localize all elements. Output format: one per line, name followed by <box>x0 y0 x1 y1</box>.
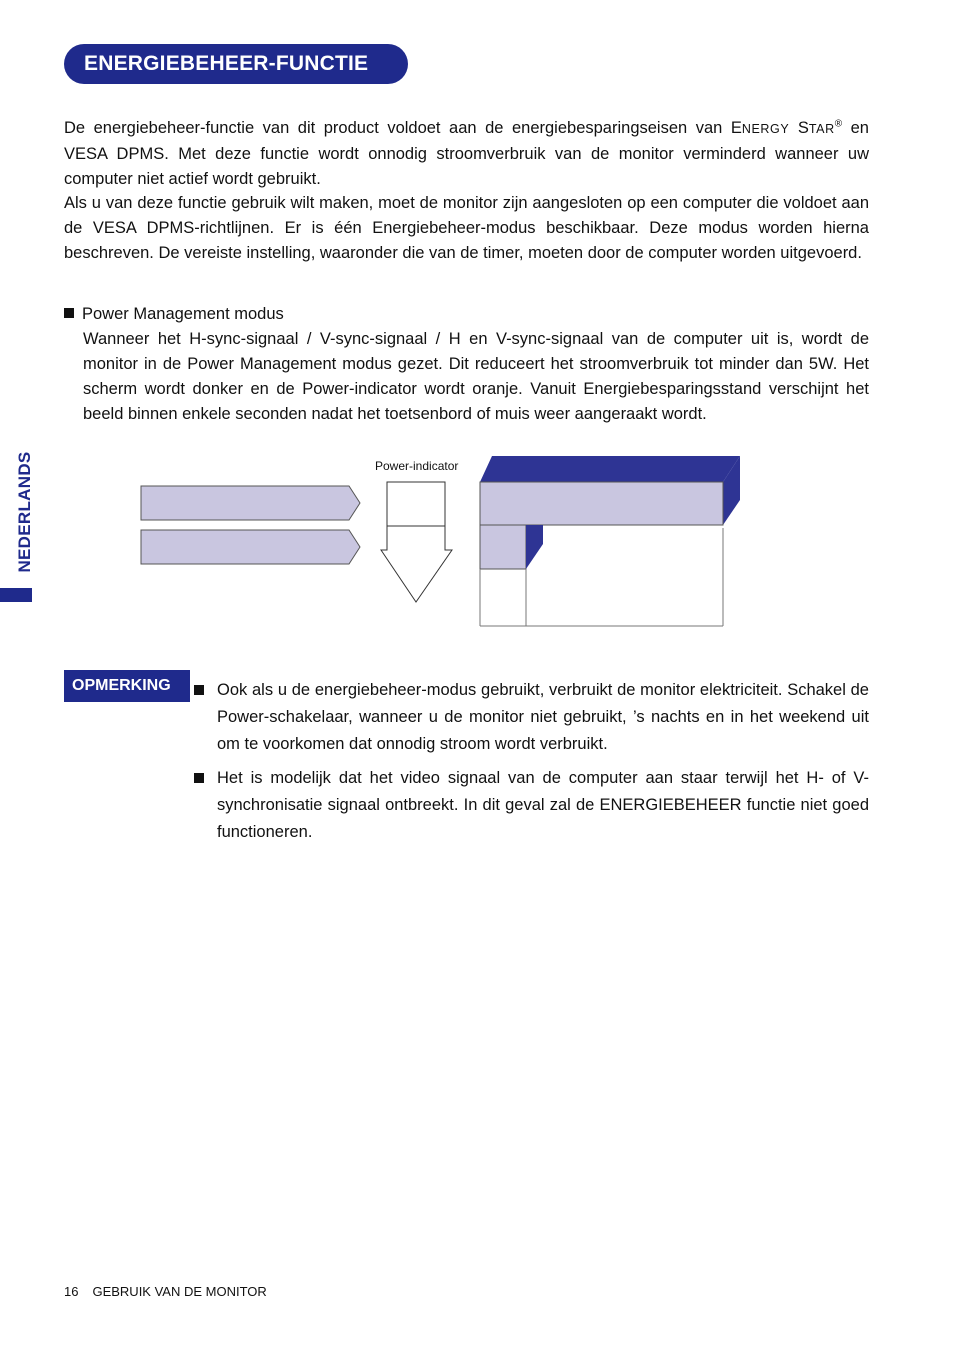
note-item-1-wrap <box>194 677 869 758</box>
bullet-square-icon <box>194 685 204 695</box>
power-management-heading: Power Management modus <box>64 302 284 327</box>
signal-arrow-1 <box>141 486 360 520</box>
column-front-face <box>480 525 526 569</box>
power-management-body: Wanneer het H-sync-signaal / V-sync-signaal / H en V-sync-signaal van de computer uit is, wordt de monitor in de Power Management modus gezet. Dit reduceert het stroomverbruik tot minder dan 5W. Het scherm wordt donker en de Power-indicator wordt oranje. Vanuit Energiebesparingsstand verschijnt het beeld binnen enkele seconden nadat het toetsenbord of muis weer aangeraakt wordt. <box>83 330 869 423</box>
signal-arrow-2 <box>141 530 360 564</box>
intro-paragraph-2: Als u van deze functie gebruik wilt maken, moet de monitor zijn aangesloten op een computer die voldoet aan de VESA DPMS-richtlijnen. Er is één Energiebeheer-modus beschikbaar. Deze modus worden hierna beschreven. De vereiste instelling, waaronder die van de timer, moeten door de computer worden uitgevoerd. <box>64 194 869 262</box>
footer-section: GEBRUIK VAN DE MONITOR <box>92 1284 267 1299</box>
box-front-face <box>480 482 723 525</box>
bullet-square-icon <box>194 773 204 783</box>
bullet-square-icon <box>64 308 74 318</box>
column-side-face <box>526 525 543 569</box>
down-arrow-icon <box>381 482 452 602</box>
page-number: 16 <box>64 1284 79 1299</box>
power-indicator-label: Power-indicator <box>375 459 459 473</box>
section-title: ENERGIEBEHEER-FUNCTIE <box>64 44 408 84</box>
language-label: NEDERLANDS <box>15 451 34 573</box>
page-footer <box>64 1284 281 1299</box>
note-item: Het is modelijk dat het video signaal van de computer aan staar terwijl het H- of V-synchronisatie signaal ontbreekt. In dit geval zal de ENERGIEBEHEER functie niet goed functioneren. <box>194 765 869 846</box>
note-badge: OPMERKING <box>64 670 190 702</box>
power-management-diagram <box>130 452 750 632</box>
language-tab-marker <box>0 588 32 602</box>
box-top-face <box>480 456 740 482</box>
note-item: Ook als u de energiebeheer-modus gebruikt, verbruikt de monitor elektriciteit. Schakel de Power-schakelaar, wanneer u de monitor niet gebruikt, ’s nachts en in het weekend uit om te voorkomen dat onnodig stroom wordt verbruikt. <box>194 677 869 758</box>
note-item-2-wrap <box>194 765 869 846</box>
intro-paragraph-1: De energiebeheer-functie van dit product voldoet aan de energiebesparingseisen van ENERGY STAR® en VESA DPMS. Met deze functie wordt onnodig stroomverbruik van de monitor verminderd wanneer uw computer niet actief wordt gebruikt. <box>64 118 869 188</box>
